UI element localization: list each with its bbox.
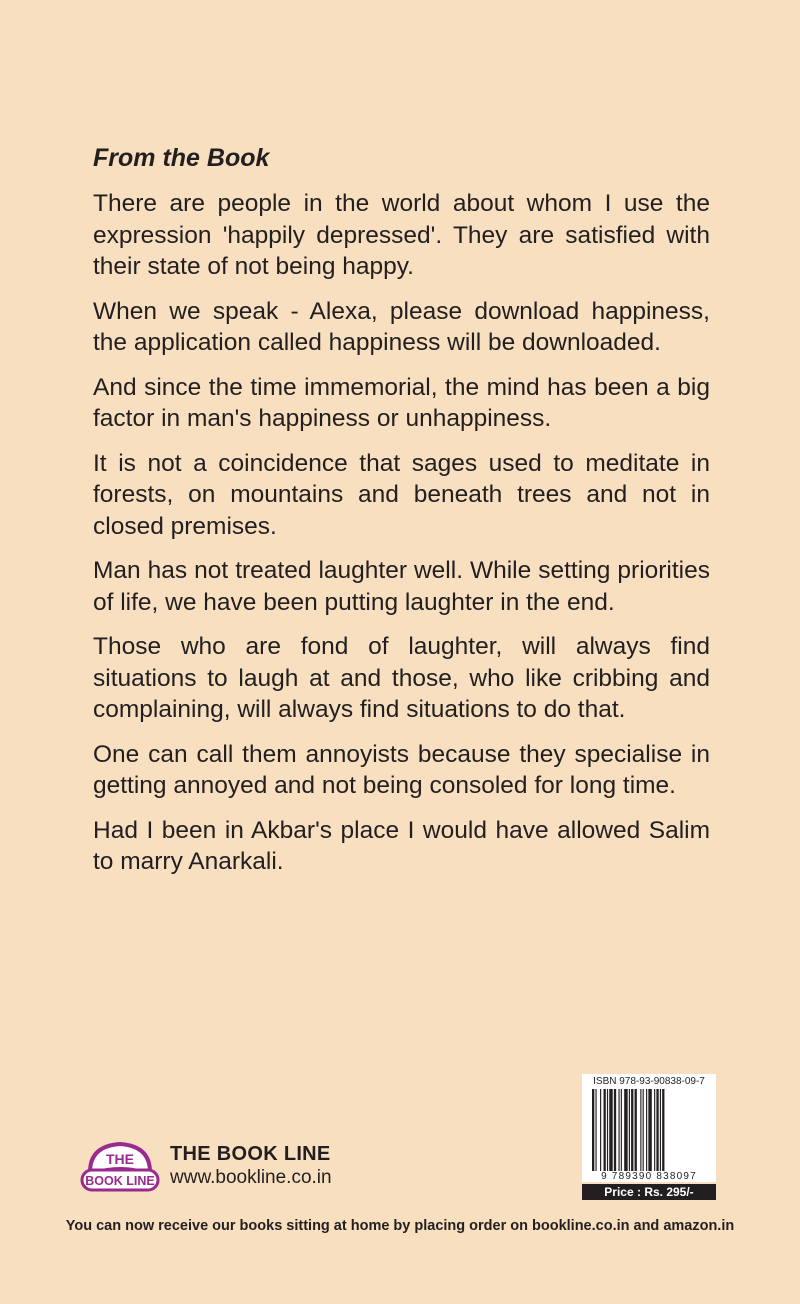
paragraph: There are people in the world about whom I use the expression 'happily depressed'. They are satisfied with their state of not being happy.	[93, 190, 710, 280]
back-cover-text	[93, 142, 710, 891]
publisher-website: www.bookline.co.in	[170, 1167, 332, 1188]
footer-note: You can now receive our books sitting at home by placing order on bookline.co.in and amazon.in	[65, 1218, 735, 1234]
paragraph: Man has not treated laughter well. While setting priorities of life, we have been putting laughter in the end.	[93, 557, 710, 616]
logo-text-bottom: BOOK LINE	[85, 1174, 155, 1188]
logo-text-top: THE	[106, 1151, 134, 1167]
barcode-icon	[590, 1089, 708, 1171]
paragraph: Those who are fond of laughter, will always find situations to laugh at and those, who like cribbing and complaining, will always find situations to do that.	[93, 633, 710, 723]
paragraph: Had I been in Akbar's place I would have allowed Salim to marry Anarkali.	[93, 816, 710, 875]
publisher-text	[170, 1142, 332, 1190]
barcode-block	[582, 1074, 716, 1182]
publisher-name: THE BOOK LINE	[170, 1143, 331, 1165]
paragraph: And since the time immemorial, the mind has been a big factor in man's happiness or unhappiness.	[93, 373, 710, 432]
publisher-block	[80, 1138, 332, 1194]
section-heading: From the Book	[93, 144, 270, 172]
barcode-digits: 9 789390 838097	[601, 1171, 697, 1182]
book-line-logo-icon	[80, 1138, 160, 1194]
paragraph: It is not a coincidence that sages used to meditate in forests, on mountains and beneath trees and not in closed premises.	[93, 449, 710, 540]
paragraph: When we speak - Alexa, please download happiness, the application called happiness will be downloaded.	[93, 297, 710, 356]
isbn-label: ISBN 978-93-90838-09-7	[593, 1076, 705, 1087]
paragraph: One can call them annoyists because they specialise in getting annoyed and not being consoled for long time.	[93, 740, 710, 799]
price-label: Price : Rs. 295/-	[582, 1184, 716, 1200]
